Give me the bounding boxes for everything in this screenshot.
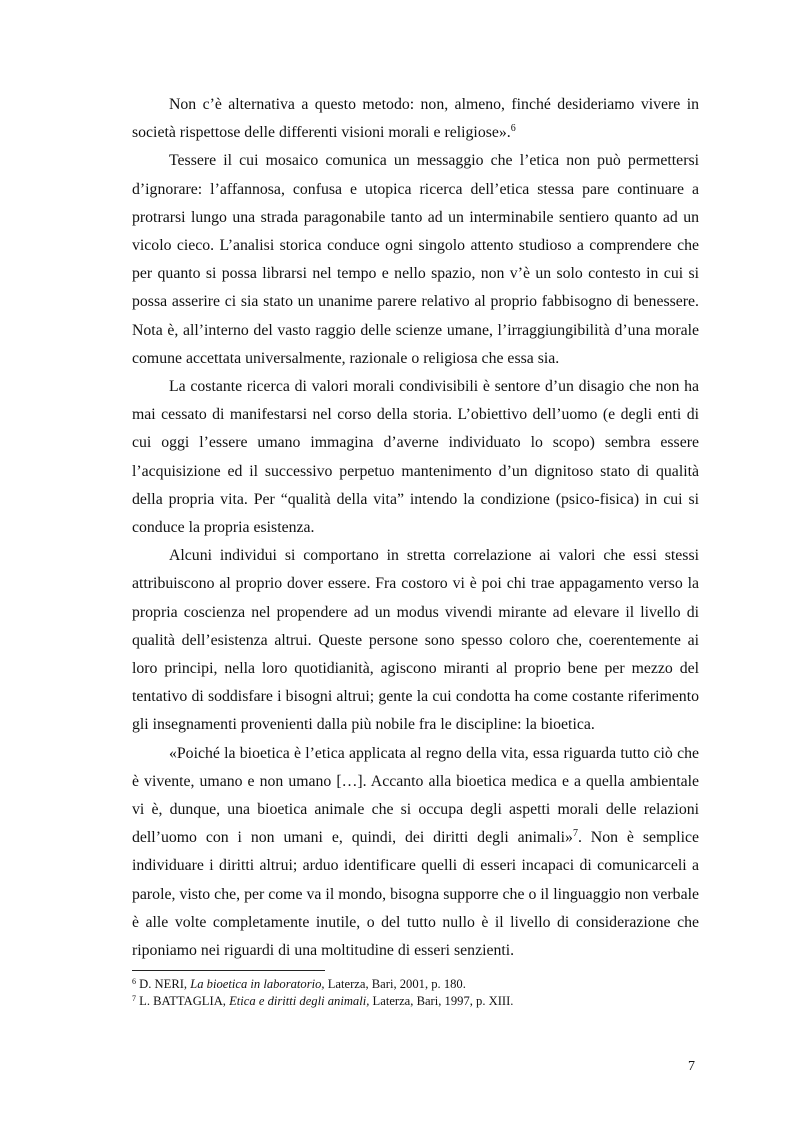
footnote-author: L. BATTAGLIA,	[139, 994, 226, 1008]
footnote-number: 6	[132, 977, 136, 986]
paragraph: Tessere il cui mosaico comunica un messaggio che l’etica non può permettersi d’ignorare: l’affannosa, confusa e utopica ricerca dell’etica stessa pare continuare a protrarsi lungo una strada paragonabile tanto ad un interminabile sentiero quanto ad un vicolo cieco. L’analisi storica conduce ogni singolo attento studioso a comprendere che per quanto si possa librarsi nel tempo e nello spazio, non v’è un solo contesto in cui si possa asserire ci sia stato un unanime parere relativo al proprio fabbisogno di benessere. Nota è, all’interno del vasto raggio delle scienze umane, l’irraggiungibilità d’una morale comune accettata universalmente, razionale o religiosa che essa sia.	[132, 152, 699, 367]
page-number: 7	[688, 1059, 695, 1074]
paragraph: La costante ricerca di valori morali condivisibili è sentore d’un disagio che non ha mai cessato di manifestarsi nel corso della storia. L’obiettivo dell’uomo (e degli enti di cui oggi l’essere umano immagina d’averne individuato lo scopo) sembra essere l’acquisizione ed il successivo perpetuo mantenimento d’un dignitoso stato di qualità della propria vita. Per “qualità della vita” intendo la condizione (psico-fisica) in cui si conduce la propria esistenza.	[132, 378, 699, 537]
paragraph: Non c’è alternativa a questo metodo: non, almeno, finché desideriamo vivere in società rispettose delle differenti visioni morali e religiose».$^6$	[132, 96, 699, 142]
paragraph: «Poiché la bioetica è l’etica applicata al regno della vita, essa riguarda tutto ciò che è vivente, umano e non umano […]. Accanto alla bioetica medica e a quella ambientale vi è, dunque, una bioetica animale che si occupa degli aspetti morali delle relazioni dell’uomo con i non umani e, quindi, dei diritti degli animali»$^7$. Non è semplice individuare i diritti altrui; arduo identificare quelli di esseri incapaci di comunicarceli a parole, visto che, per come va il mondo, bisogna supporre che o il linguaggio non verbale è alle volte completamente inutile, o del tutto nullo è il livello di considerazione che riponiamo nei riguardi di una moltitudine di esseri senzienti.	[132, 744, 699, 960]
footnotes	[132, 976, 699, 1010]
footnote-title: Etica e diritti degli animali,	[229, 994, 370, 1008]
footnote-number: 7	[132, 994, 136, 1003]
footnote-separator	[132, 970, 325, 971]
footnote	[132, 976, 699, 993]
paragraph: Alcuni individui si comportano in stretta correlazione ai valori che essi stessi attribuiscono al proprio dover essere. Fra costoro vi è poi chi trae appagamento verso la propria coscienza nel propendere ad un modus vivendi mirante ad elevare il livello di qualità dell’esistenza altrui. Queste persone sono spesso coloro che, coerentemente ai loro principi, nella loro quotidianità, agiscono miranti al proprio bene per mezzo del tentativo di soddisfare i bisogni altrui; gente la cui condotta ha come costante riferimento gli insegnamenti provenienti dalla più nobile fra le discipline: la bioetica.	[132, 547, 699, 734]
body-text	[132, 91, 699, 965]
footnote-title: La bioetica in laboratorio,	[190, 977, 325, 991]
footnote-details: Laterza, Bari, 2001, p. 180.	[327, 977, 466, 991]
footnote-details: Laterza, Bari, 1997, p. XIII.	[372, 994, 514, 1008]
footnote-reference[interactable]: 7	[572, 828, 578, 840]
footnote-author: D. NERI,	[139, 977, 188, 991]
footnote	[132, 993, 699, 1010]
footnote-reference[interactable]: 6	[510, 123, 516, 135]
